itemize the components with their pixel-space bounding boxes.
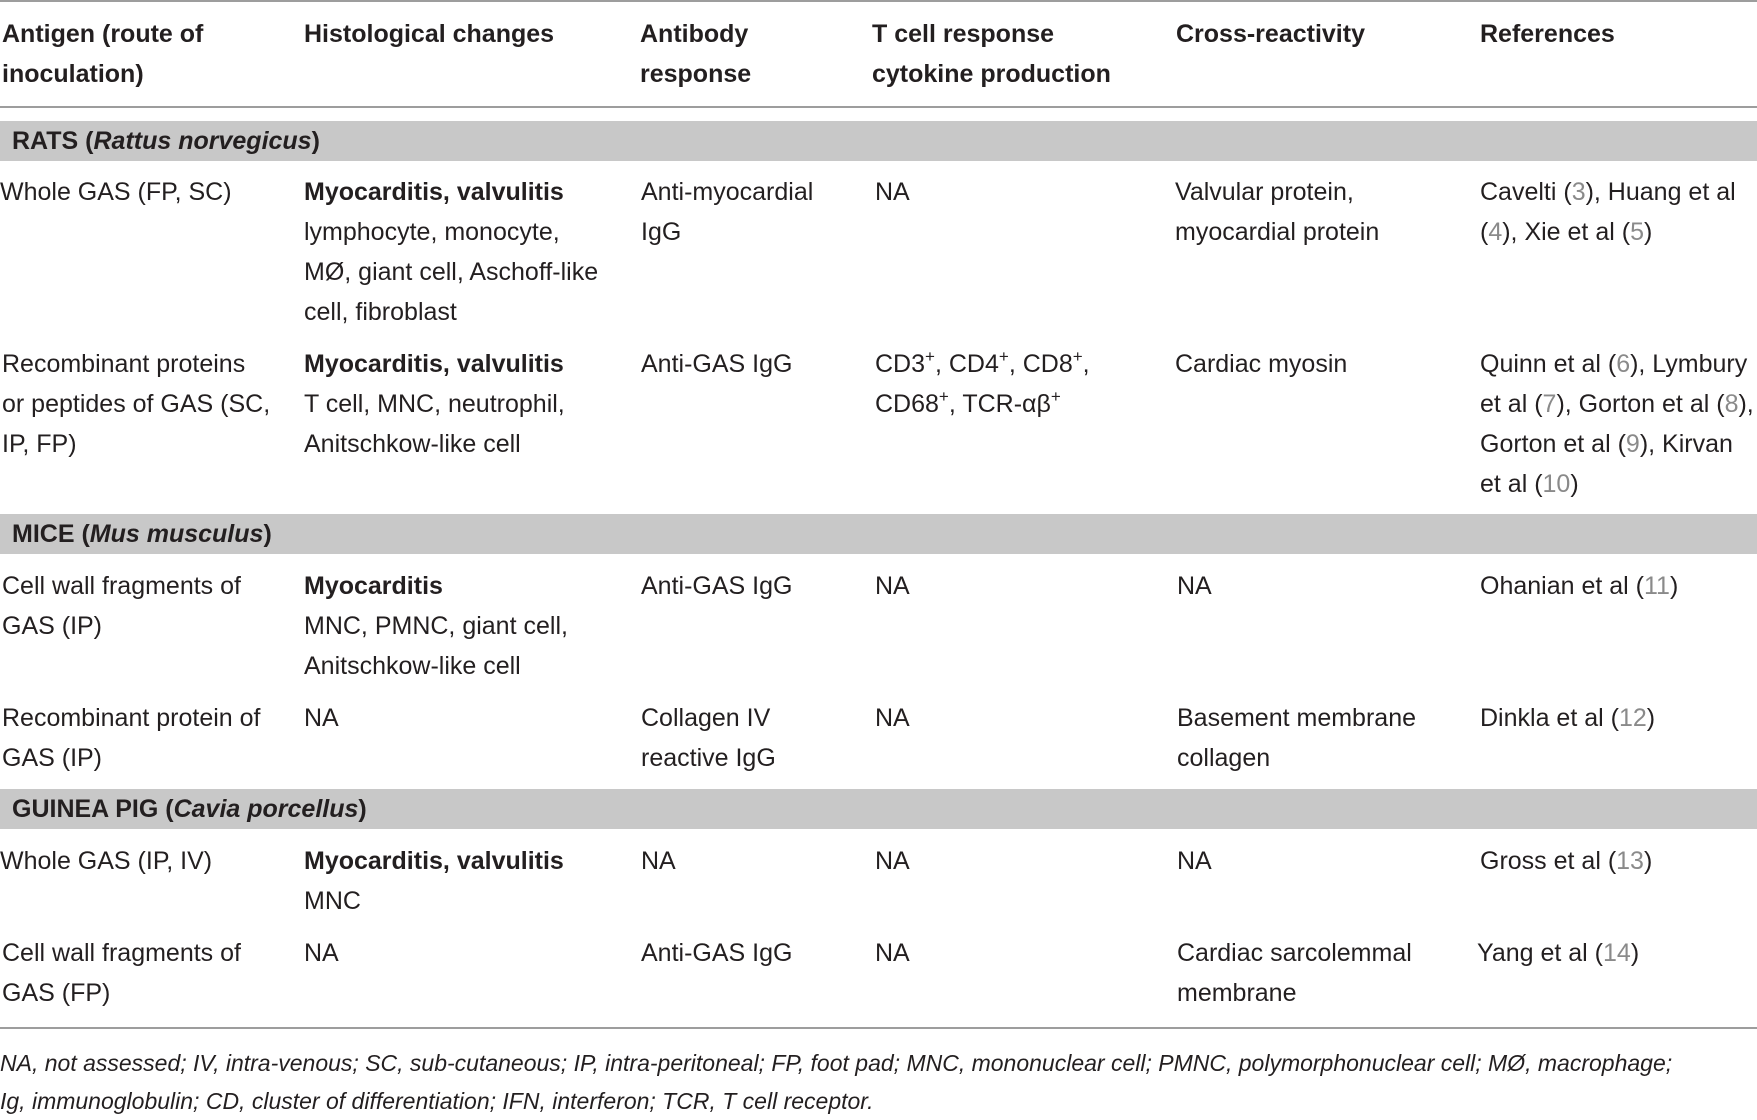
reference-text: ), Xie et al ( <box>1502 218 1631 246</box>
row6-antigen: Cell wall fragments of GAS (FP) <box>2 939 241 1007</box>
section-guinea-pig <box>0 789 1757 829</box>
row3-antibody: Anti-GAS IgG <box>641 572 793 600</box>
row4-histology: NA <box>304 704 339 732</box>
row5-cross-reactivity: NA <box>1177 847 1212 875</box>
reference-text: ) <box>1643 218 1653 246</box>
row4-tcell: NA <box>875 704 910 732</box>
row1-histology: Myocarditis, valvulitis lymphocyte, monocyte, MØ, giant cell, Aschoff-like cell, fibroblast <box>304 178 599 326</box>
header-antigen-line-2: inoculation) <box>2 60 144 88</box>
header-antibody-line-1: Antibody <box>640 20 749 48</box>
row5-antibody: NA <box>641 847 676 875</box>
row1-antigen: Whole GAS (FP, SC) <box>0 178 232 206</box>
row5-antigen: Whole GAS (IP, IV) <box>0 847 213 875</box>
row5-histology: Myocarditis, valvulitis MNC <box>304 847 564 915</box>
section-rats-label: RATS (Rattus norvegicus) <box>12 127 320 155</box>
header-tcell-line-1: T cell response <box>872 20 1055 48</box>
reference-text: ), Gorton et al ( <box>1556 390 1725 418</box>
row4-antigen: Recombinant protein of GAS (IP) <box>2 704 261 772</box>
row3-cross-reactivity: NA <box>1177 572 1212 600</box>
reference-text: Dinkla et al ( <box>1480 704 1619 732</box>
footnote-line-2: Ig, immunoglobulin; CD, cluster of differentiation; IFN, interferon; TCR, T cell receptor. <box>0 1088 874 1114</box>
table-footnote <box>0 1044 1757 1120</box>
section-mice-label: MICE (Mus musculus) <box>12 520 272 548</box>
header-rule <box>0 106 1757 108</box>
reference-line <box>1480 424 1754 464</box>
header-antigen <box>2 14 203 94</box>
row6-cross-reactivity: Cardiac sarcolemmal membrane <box>1177 939 1412 1007</box>
section-rats <box>0 121 1757 161</box>
reference-text: et al ( <box>1480 470 1543 498</box>
reference-number-link[interactable]: 8 <box>1724 390 1739 418</box>
header-tcell <box>872 14 1111 94</box>
reference-number-link[interactable]: 4 <box>1488 218 1503 246</box>
reference-number-link[interactable]: 9 <box>1625 430 1640 458</box>
row4-antibody: Collagen IV reactive IgG <box>641 704 776 772</box>
reference-text: ) <box>1646 704 1656 732</box>
reference-line <box>1480 212 1736 252</box>
row2-histology: Myocarditis, valvulitis T cell, MNC, neutrophil, Anitschkow-like cell <box>304 350 565 458</box>
reference-text: Yang et al ( <box>1477 939 1604 967</box>
reference-line <box>1480 566 1678 606</box>
reference-text: Cavelti ( <box>1480 178 1572 206</box>
row3-antigen: Cell wall fragments of GAS (IP) <box>2 572 241 640</box>
reference-number-link[interactable]: 13 <box>1616 847 1644 875</box>
reference-line <box>1480 344 1754 384</box>
reference-line <box>1477 933 1639 973</box>
header-cross-reactivity: Cross-reactivity <box>1176 20 1365 48</box>
section-guinea-pig-label: GUINEA PIG (Cavia porcellus) <box>12 795 367 823</box>
reference-line <box>1480 172 1736 212</box>
row2-cross-reactivity: Cardiac myosin <box>1175 350 1348 378</box>
reference-line <box>1480 698 1655 738</box>
reference-line <box>1480 464 1754 504</box>
row2-antigen: Recombinant proteins or peptides of GAS (SC, IP, FP) <box>2 350 271 458</box>
row6-antibody: Anti-GAS IgG <box>641 939 793 967</box>
reference-text: ) <box>1570 470 1579 498</box>
reference-text: ) <box>1630 939 1640 967</box>
header-references: References <box>1480 20 1615 48</box>
row3-histology: Myocarditis MNC, PMNC, giant cell, Anitschkow-like cell <box>304 572 568 680</box>
reference-number-link[interactable]: 3 <box>1571 178 1586 206</box>
reference-number-link[interactable]: 7 <box>1542 390 1557 418</box>
header-antibody <box>640 14 751 94</box>
section-mice <box>0 514 1757 554</box>
reference-text: ), <box>1738 390 1754 418</box>
reference-number-link[interactable]: 12 <box>1618 704 1647 732</box>
reference-number-link[interactable]: 6 <box>1616 350 1631 378</box>
row3-tcell: NA <box>875 572 910 600</box>
row5-tcell: NA <box>875 847 910 875</box>
reference-number-link[interactable]: 11 <box>1644 572 1670 600</box>
row4-references <box>1480 698 1655 738</box>
header-tcell-line-2: cytokine production <box>872 60 1111 88</box>
row6-histology: NA <box>304 939 339 967</box>
row1-tcell: NA <box>875 178 910 206</box>
row1-references <box>1480 172 1736 252</box>
row6-references <box>1477 933 1639 973</box>
reference-text: ), Huang et al <box>1585 178 1736 206</box>
reference-text: Gorton et al ( <box>1480 430 1626 458</box>
row2-tcell: CD3+, CD4+, CD8+, CD68+, TCR-αβ+ <box>875 347 1090 418</box>
row1-antibody: Anti-myocardial IgG <box>641 178 814 246</box>
reference-text: et al ( <box>1480 390 1543 418</box>
row2-antibody: Anti-GAS IgG <box>641 350 793 378</box>
row5-references <box>1480 841 1652 881</box>
reference-text: Gross et al ( <box>1480 847 1617 875</box>
row6-tcell: NA <box>875 939 910 967</box>
table-bottom-rule <box>0 1027 1757 1029</box>
reference-text: ) <box>1643 847 1653 875</box>
header-histology: Histological changes <box>304 20 555 48</box>
reference-number-link[interactable]: 10 <box>1542 470 1571 498</box>
reference-number-link[interactable]: 5 <box>1630 218 1644 246</box>
reference-number-link[interactable]: 14 <box>1603 939 1631 967</box>
reference-line <box>1480 384 1754 424</box>
row1-cross-reactivity: Valvular protein, myocardial protein <box>1175 178 1380 246</box>
row2-references <box>1480 344 1754 504</box>
reference-text: Quinn et al ( <box>1480 350 1617 378</box>
reference-line <box>1480 841 1652 881</box>
reference-text: Ohanian et al ( <box>1480 572 1644 600</box>
row4-cross-reactivity: Basement membrane collagen <box>1177 704 1417 772</box>
table-top-rule <box>0 0 1757 2</box>
reference-text: ), Kirvan <box>1639 430 1733 458</box>
row3-references <box>1480 566 1678 606</box>
reference-text: ( <box>1480 218 1489 246</box>
header-antibody-line-2: response <box>640 60 752 88</box>
reference-text: ), Lymbury <box>1630 350 1748 378</box>
header-antigen-line-1: Antigen (route of <box>2 20 204 48</box>
footnote-line-1: NA, not assessed; IV, intra-venous; SC, sub-cutaneous; IP, intra-peritoneal; FP, foot pad; MNC, mononuclear cell; PMNC, polymorphonuclear cell; MØ, macrophage; <box>0 1050 1673 1076</box>
reference-text: ) <box>1669 572 1679 600</box>
